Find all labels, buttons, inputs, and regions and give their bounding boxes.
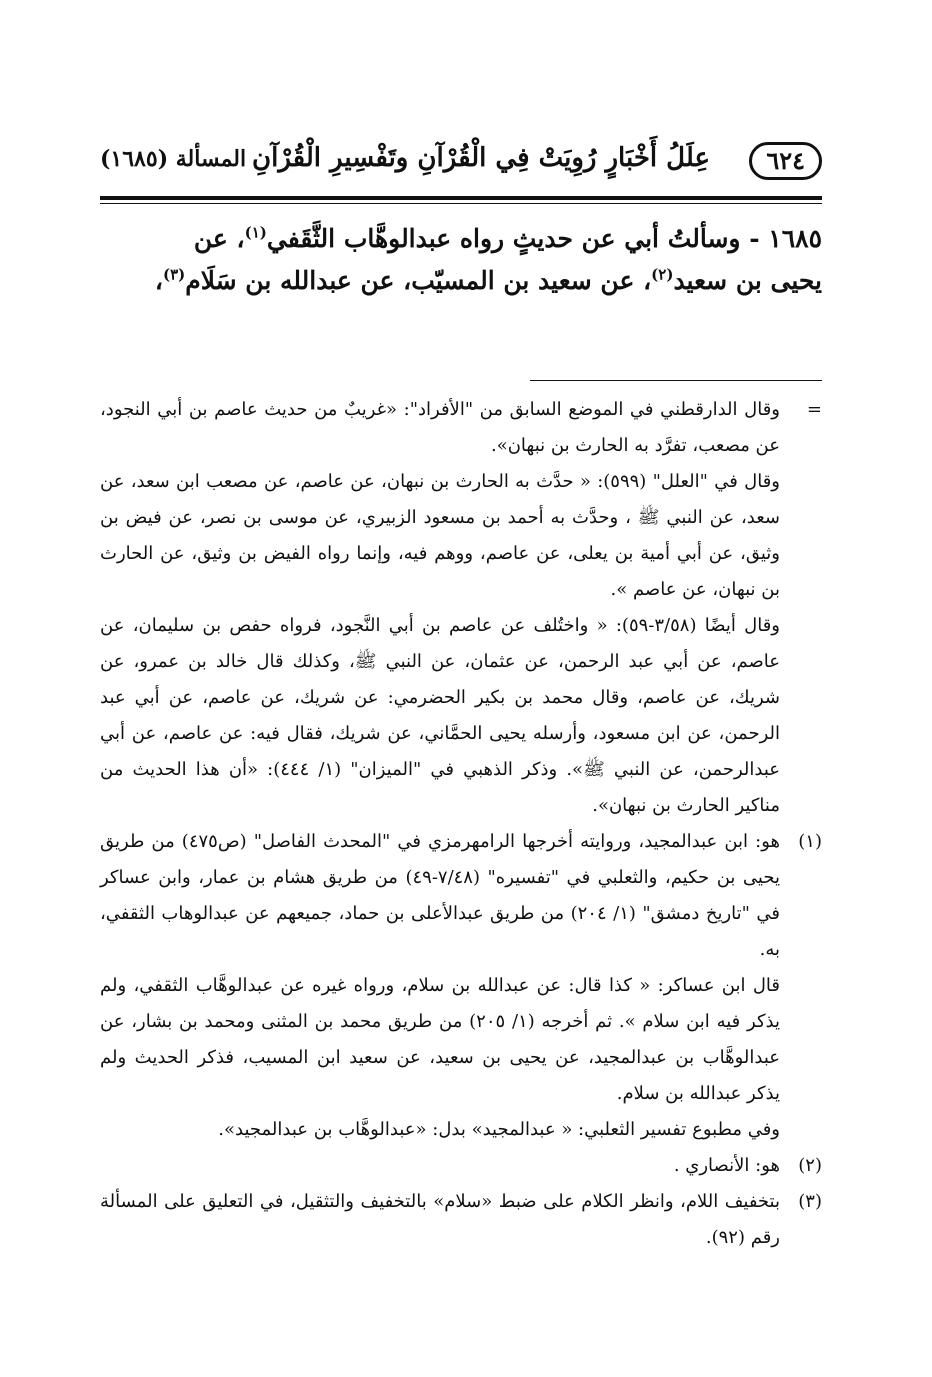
footnote-paragraph: وفي مطبوع تفسير الثعلبي: « عبدالمجيد» بدل: «عبدالوهَّاب بن عبدالمجيد». <box>218 1119 780 1140</box>
footnote-ref-1[interactable]: (١) <box>244 223 267 242</box>
footnote-paragraph: وقال الدارقطني في الموضع السابق من "الأفراد": «غريبٌ من حديث عاصم بن أبي النجود، عن مصعب، تفرَّد به الحارث بن نبهان». <box>100 399 780 456</box>
main-line-2-end: ، <box>154 266 163 295</box>
main-text <box>100 218 822 302</box>
header-rule-thin <box>100 203 822 204</box>
running-title: عِلَلُ أَخْبَارٍ رُوِيَتْ فِي الْقُرْآنِ وتَفْسِيرِ الْقُرْآنِ <box>252 143 710 173</box>
footnote-ref-2[interactable]: (٢) <box>651 265 674 284</box>
header-rule-thick <box>100 196 822 200</box>
continuation-mark: = <box>806 399 822 420</box>
footnote-separator <box>530 380 822 381</box>
main-line-2-text-b: ، عن سعيد بن المسيّب، عن عبدالله بن سَلَام <box>185 266 652 295</box>
footnotes <box>100 392 822 1256</box>
page-header <box>100 140 822 184</box>
footnote-1 <box>100 824 822 1148</box>
issue-reference: المسألة (١٦٨٥) <box>100 146 247 172</box>
footnote-2-mark: (٢) <box>798 1155 822 1176</box>
footnote-paragraph: قال ابن عساكر: « كذا قال: عن عبدالله بن سلام، ورواه غيره عن عبدالوهَّاب الثقفي، ولم يذكر فيه ابن سلام ». ثم أخرجه (١/ ٢٠٥) من طريق محمد بن المثنى ومحمد بن بشار، عن عبدالوهَّاب بن عبدالمجيد، عن يحيى بن سعيد، عن سعيد ابن المسيب، فذكر الحديث ولم يذكر عبدالله بن سلام. <box>100 975 780 1104</box>
main-line-2-text-a: يحيى بن سعيد <box>673 266 822 295</box>
footnote-3-text: بتخفيف اللام، وانظر الكلام على ضبط «سلام» بالتخفيف والتثقيل، في التعليق على المسألة رقم (٩٢). <box>100 1191 780 1248</box>
main-line-1 <box>100 218 822 260</box>
main-line-1-text: ١٦٨٥ - وسألتُ أبي عن حديثٍ رواه عبدالوهَّاب الثَّقَفي <box>266 224 822 253</box>
footnote-3-mark: (٣) <box>798 1191 822 1212</box>
main-line-2 <box>100 260 822 302</box>
page-number: ٦٢٤ <box>749 142 822 180</box>
footnote-continuation <box>100 392 822 824</box>
footnote-paragraph: وقال أيضًا (٣/٥٨-٥٩): « واختُلف عن عاصم بن أبي النَّجود، فرواه حفص بن سليمان، عن عاصم، عن أبي عبد الرحمن، عن عثمان، عن النبي ﷺ، وكذلك قال خالد بن عمرو، عن شريك، عن عاصم، وقال محمد بن بكير الحضرمي: عن شريك، عن عاصم، عن أبي عبد الرحمن، عن ابن مسعود، وأرسله يحيى الحمَّاني، عن شريك، فقال فيه: عن عاصم، عن أبي عبدالرحمن، عن النبي ﷺ». وذكر الذهبي في "الميزان" (١/ ٤٤٤): «أن هذا الحديث من مناكير الحارث بن نبهان». <box>100 615 780 816</box>
footnote-paragraph: وقال في "العلل" (٥٩٩): « حدَّث به الحارث بن نبهان، عن عاصم، عن مصعب ابن سعد، عن سعد، عن النبي ﷺ ، وحدَّث به أحمد بن مسعود الزبيري، عن موسى بن نصر، عن فيض بن وثيق، عن أبي أمية بن يعلى، عن عاصم، ووهم فيه، وإنما رواه الفيض بن وثيق، عن الحارث بن نبهان، عن عاصم ». <box>100 471 781 600</box>
footnote-2-text: هو: الأنصاري . <box>673 1155 780 1176</box>
footnote-1-mark: (١) <box>798 831 822 852</box>
footnote-ref-3[interactable]: (٣) <box>162 265 186 284</box>
footnote-paragraph: هو: ابن عبدالمجيد، وروايته أخرجها الرامهرمزي في "المحدث الفاصل" (ص٤٧٥) من طريق يحيى بن حكيم، والثعلبي في "تفسيره" (٧/٤٨-٤٩) من طريق هشام بن عمار، وابن عساكر في "تاريخ دمشق" (١/ ٢٠٤) من طريق عبدالأعلى بن حماد، جميعهم عن عبدالوهاب الثقفي، به. <box>100 831 780 960</box>
footnote-3 <box>100 1184 822 1256</box>
main-line-1-end: ، عن <box>193 224 245 253</box>
footnote-2 <box>100 1148 822 1184</box>
